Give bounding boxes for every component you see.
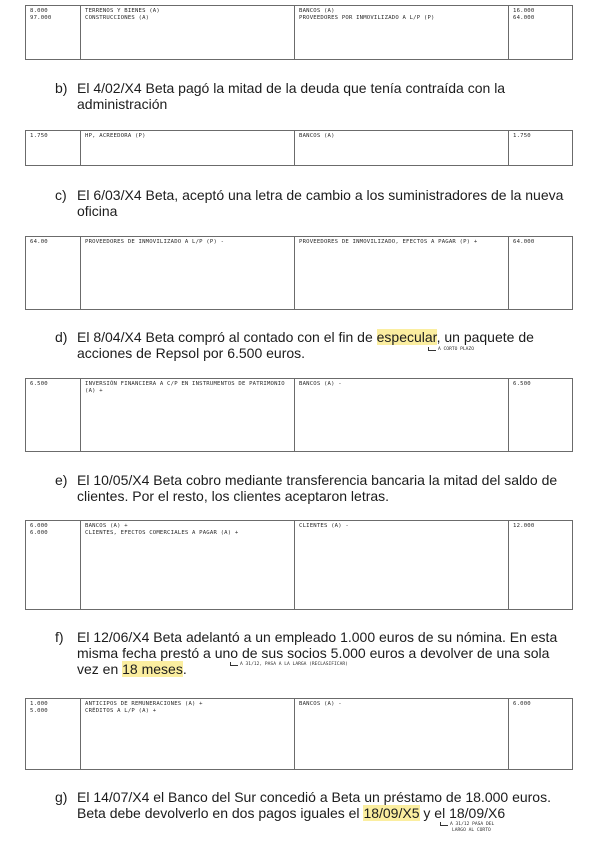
highlighted-term: especular: [376, 329, 437, 345]
question-text-end: , un paquete de acciones de Repsol por 6.500 euros.: [77, 329, 534, 361]
question-label: f): [55, 629, 64, 645]
credit-amounts: 6.500: [513, 381, 531, 387]
debit-amounts: 8.000 97.000: [26, 6, 81, 59]
question-label: c): [55, 187, 67, 203]
credit-accounts: BANCOS (A) -: [295, 379, 509, 451]
question-label: d): [55, 329, 68, 345]
credit-accounts: CLIENTES (A) -: [295, 521, 509, 609]
credit-accounts: BANCOS (A) PROVEEDORES POR INMOVILIZADO A L/P (P): [295, 6, 509, 59]
question-c: [55, 187, 575, 219]
credit-amounts: 6.000: [513, 701, 531, 707]
journal-entry-1: [25, 5, 573, 60]
note-text: A 31/12, PASA A LA LARGA (RECLASIFICAR): [240, 662, 348, 667]
question-e: [55, 472, 575, 504]
debit-accounts: HP, ACREEDORA (P): [81, 131, 295, 165]
debit-accounts: BANCOS (A) + CLIENTES, EFECTOS COMERCIALES A PAGAR (A) +: [81, 521, 295, 609]
debit-amounts: 6.000 6.000: [26, 521, 81, 609]
journal-entry-3: [25, 236, 573, 310]
credit-accounts: BANCOS (A): [295, 131, 509, 165]
arrow-icon: [230, 662, 238, 666]
arrow-icon: [440, 822, 448, 826]
note-text: A 31/12 PASA DEL: [450, 822, 495, 827]
debit-amounts: 1.000 5.000: [26, 699, 81, 769]
arrow-icon: [428, 347, 436, 351]
question-b: [55, 80, 575, 112]
question-text-start: El 8/04/X4 Beta compró al contado con el fin de: [77, 329, 377, 345]
question-text: El 4/02/X4 Beta pagó la mitad de la deuda que tenía contraída con la administración: [77, 80, 506, 112]
question-g: [55, 789, 575, 821]
question-text: El 10/05/X4 Beta cobro mediante transferencia bancaria la mitad del saldo de clientes. Por el resto, los clientes aceptaron letras.: [77, 472, 558, 504]
credit-amounts: 64.000: [513, 239, 535, 245]
credit-accounts: PROVEEDORES DE INMOVILIZADO, EFECTOS A PAGAR (P) +: [295, 237, 509, 309]
journal-entry-5: [25, 520, 573, 610]
handwritten-note: [230, 662, 348, 667]
handwritten-note: [440, 822, 494, 834]
question-d: [55, 329, 575, 361]
debit-accounts: INVERSIÓN FINANCIERA A C/P EN INSTRUMENTOS DE PATRIMONIO (A) +: [81, 379, 295, 451]
note-text: A CORTO PLAZO: [438, 347, 474, 352]
debit-accounts: ANTICIPOS DE REMUNERACIONES (A) + CRÉDITOS A L/P (A) +: [81, 699, 295, 769]
credit-amounts: 1.750: [513, 133, 531, 139]
credit-accounts: BANCOS (A) -: [295, 699, 509, 769]
question-text-start: El 14/07/X4 el Banco del Sur concedió a Beta un préstamo de 18.000 euros. Beta debe devolverlo en dos pagos iguales el: [77, 789, 551, 821]
debit-amounts: 64.00: [26, 237, 81, 309]
question-text: [77, 629, 575, 677]
question-label: e): [55, 472, 68, 488]
question-text-start: El 12/06/X4 Beta adelantó a un empleado 1.000 euros de su nómina. En esta misma fecha prestó a uno de sus socios 5.000 euros a devolver de una sola vez en: [77, 629, 558, 677]
credit-amounts: 16.000 64.000: [513, 8, 535, 21]
debit-amounts: 6.500: [26, 379, 81, 451]
highlighted-term: 18/09/X5: [363, 805, 420, 821]
journal-entry-6: [25, 698, 573, 770]
handwritten-note: [428, 347, 474, 352]
highlighted-term: 18 meses: [122, 661, 183, 677]
question-text: [77, 789, 575, 821]
journal-entry-4: [25, 378, 573, 452]
debit-accounts: TERRENOS Y BIENES (A) CONSTRUCCIONES (A): [81, 6, 295, 59]
debit-amounts: 1.750: [26, 131, 81, 165]
debit-accounts: PROVEEDORES DE INMOVILIZADO A L/P (P) -: [81, 237, 295, 309]
question-f: [55, 629, 575, 677]
journal-entry-2: [25, 130, 573, 166]
question-label: b): [55, 80, 68, 96]
question-text: [77, 329, 575, 361]
credit-amounts: 12.000: [513, 523, 535, 529]
note-text: LARGO AL CORTO: [452, 828, 491, 833]
question-label: g): [55, 789, 68, 805]
question-text: El 6/03/X4 Beta, aceptó una letra de cambio a los suministradores de la nueva oficina: [77, 187, 564, 219]
question-text-end: .: [182, 661, 187, 677]
question-text-end: y el 18/09/X6: [419, 805, 506, 821]
